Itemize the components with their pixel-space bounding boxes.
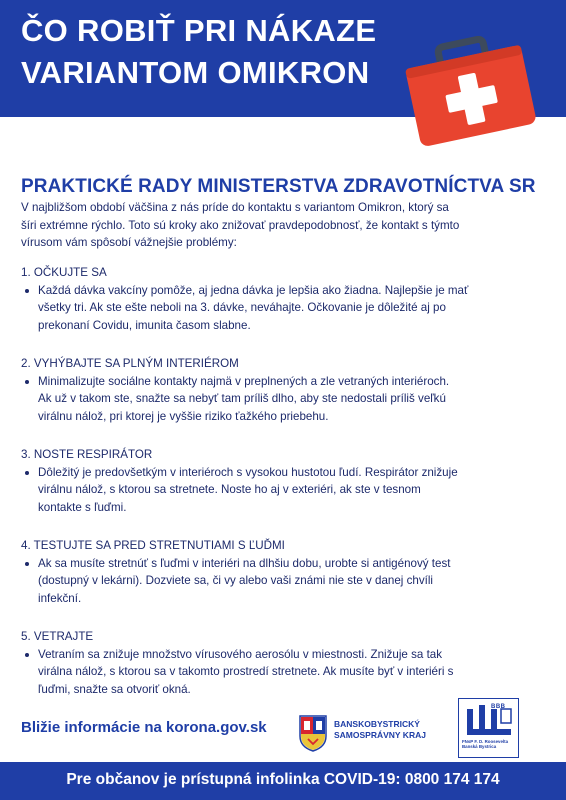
hospital-logo [458,698,519,758]
hospital-logo-letters: BBB [491,704,506,710]
advice-line: Ak sa musíte stretnúť s ľuďmi v interiéri na dlhšiu dobu, urobte si antigénový test [38,556,451,570]
advice-line: Minimalizujte sociálne kontakty najmä v preplnených a zle vetraných interiéroch. [38,374,450,388]
footer-banner [0,762,566,800]
advice-item-title: 5. VETRAJTE [21,630,94,643]
advice-line: ľuďmi, snažte sa otvoriť okná. [38,682,191,696]
advice-item-text [21,282,546,335]
bbsk-logo [298,714,458,754]
advice-line: virálna nálož, s ktorou sa v takomto prostredí stretnete. Ak musíte byť v interiéri s [38,665,454,678]
advice-line: Dôležitý je predovšetkým v interiéroch s vysokou hustotou ľudí. Respirátor znižuje [38,465,458,479]
advice-item [21,537,546,607]
bullet-icon [25,289,29,293]
page-title-line-2: VARIANTOM OMIKRON [21,55,370,90]
intro-paragraph [21,199,541,252]
hospital-name-line-1: FNsP F. D. Roosevelta [462,739,509,744]
bbsk-name-line-1: BANSKOBYSTRICKÝ [334,719,420,729]
bbsk-name [334,719,426,741]
more-info-link: Bližie informácie na korona.gov.sk [21,719,267,736]
intro-line: šíri extrémne rýchlo. Toto sú kroky ako znižovať pravdepodobnosť, že kontakt s týmto [21,218,460,232]
advice-line: virálnu nálož, s ktorou sa stretnete. Noste ho aj v exteriéri, ak ste v tesnom [38,483,421,496]
advice-item-title: 2. VYHÝBAJTE SA PLNÝM INTERIÉROM [21,357,239,370]
advice-list [21,264,546,719]
coat-of-arms-icon [298,714,328,752]
bullet-icon [25,562,29,566]
hospital-name [462,739,517,750]
advice-item [21,264,546,334]
advice-item-title: 3. NOSTE RESPIRÁTOR [21,448,153,461]
infoline-text: Pre občanov je prístupná infolinka COVID-19: 0800 174 174 [66,771,500,788]
advice-item-title: 1. OČKUJTE SA [21,266,107,279]
advice-item [21,446,546,516]
advice-line: infekční. [38,591,82,605]
bullet-icon [25,653,29,657]
bbsk-name-line-2: SAMOSPRÁVNY KRAJ [334,730,426,740]
advice-item-text [21,373,546,426]
advice-line: kontakte s ľuďmi. [38,500,127,514]
bullet-icon [25,471,29,475]
page-title-line-1: ČO ROBIŤ PRI NÁKAZE [21,13,377,48]
advice-line: virálnu nálož, pri ktorej je vyššie riziko ťažkého priebehu. [38,409,329,423]
advice-line: Ak už v takom ste, snažte sa nebyť tam príliš dlho, aby ste nedostali príliš veľkú [38,392,446,405]
first-aid-kit-icon [398,36,544,148]
section-heading: PRAKTICKÉ RADY MINISTERSTVA ZDRAVOTNÍCTVA SR [21,176,536,197]
advice-line: prekonaní Covidu, imunita časom slabne. [38,318,251,332]
advice-item [21,628,546,698]
intro-line: V najbližšom období väčšina z nás príde do kontaktu s variantom Omikron, ktorý sa [21,201,449,214]
advice-item [21,355,546,425]
advice-line: Každá dávka vakcíny pomôže, aj jedna dávka je lepšia ako žiadna. Najlepšie je mať [38,283,469,297]
advice-line: (dostupný v lekárni). Dozviete sa, či vy alebo vaši známi nie ste v danej chvíli [38,574,434,587]
advice-item-text [21,464,546,517]
advice-line: Vetraním sa znižuje množstvo vírusového aerosólu v miestnosti. Znižuje sa tak [38,647,443,661]
advice-item-text [21,646,546,699]
page-title [21,10,421,94]
advice-item-title: 4. TESTUJTE SA PRED STRETNUTIAMI S ĽUĎMI [21,539,285,552]
hospital-name-line-2: Banská Bystrica [462,744,497,750]
advice-item-text [21,555,546,608]
advice-line: všetky tri. Ak ste ešte neboli na 3. dávke, neváhajte. Očkovanie je dôležité aj po [38,301,446,314]
intro-line: vírusom vám spôsobí vážnejšie problémy: [21,236,237,249]
bullet-icon [25,380,29,384]
